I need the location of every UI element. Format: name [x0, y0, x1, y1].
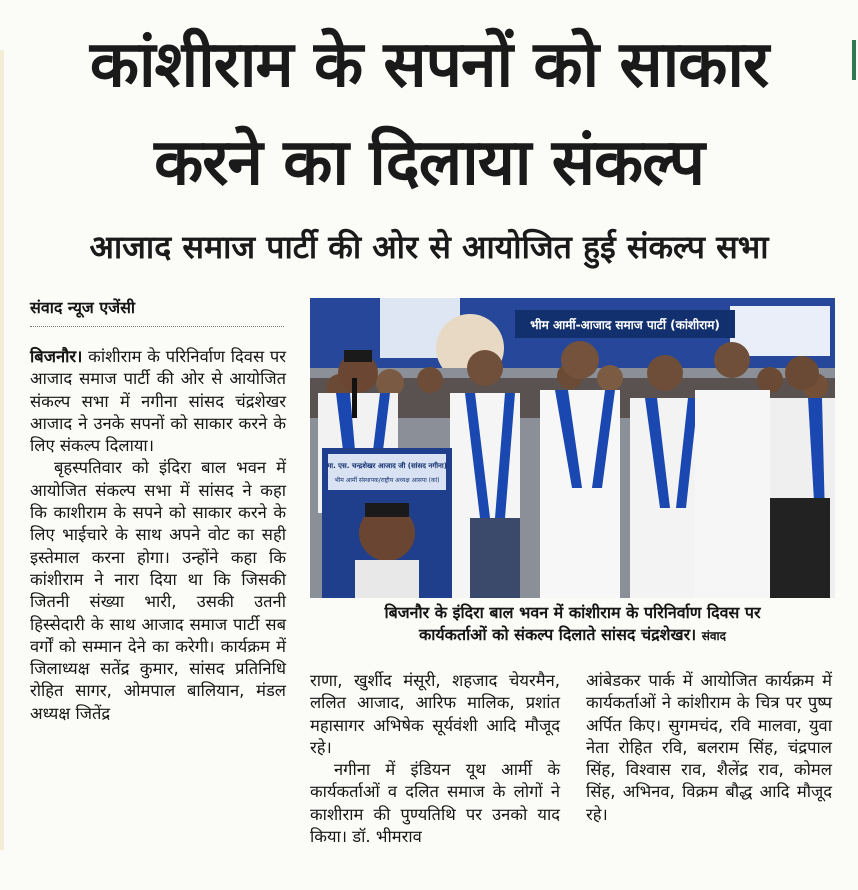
article-paragraph-5: आंबेडकर पार्क में आयोजित कार्यक्रम में कार्यकर्ताओं ने कांशीराम के चित्र पर पुष्प अर्पित किए। सुगमचंद, रवि मालवा, युवा नेता रोहित रवि, बलराम सिंह, चंद्रपाल सिंह, विश्वास राव, शैलेंद्र राव, कोमल सिंह, अभिनव, विक्रम बौद्ध आदि मौजूद रहे। [586, 671, 832, 824]
article-paragraph-4: नगीना में इंडियन यूथ आर्मी के कार्यकर्ताओं व दलित समाज के लोगों ने काशीराम की पुण्यतिथि पर उनको याद किया। डॉ. भीमराव [310, 760, 560, 847]
article-paragraph-1 [30, 346, 286, 457]
article-column-2 [310, 670, 560, 848]
caption-line-2-text: कार्यकर्ताओं को संकल्प दिलाते सांसद चंद्रशेखर। [418, 625, 697, 644]
article-column-1 [30, 346, 286, 725]
article-paragraph-2: बृहस्पतिवार को इंदिरा बाल भवन में आयोजित संकल्प सभा में सांसद ने कहा कि काशीराम के सपने को साकार करने के लिए भाईचारे के साथ अपने वोट का सही इस्तेमाल करना होगा। उन्होंने कहा कि कांशीराम ने नारा दिया था कि जिसकी जितनी संख्या भारी, उसकी उतनी हिस्सेदारी के साथ आजाद समाज पार्टी सब वर्गों को सम्मान देने का करेगी। कार्यक्रम में जिलाध्यक्ष सतेंद्र कुमार, सांसद प्रतिनिधि रोहित सागर, ओमपाल बालियान, मंडल अध्यक्ष जितेंद्र [30, 458, 286, 723]
podium-poster [322, 448, 452, 598]
byline-divider [30, 326, 284, 327]
news-photo [310, 298, 835, 598]
caption-line-2 [310, 624, 835, 647]
headline-line-2: करने का दिलाया संकल्प [154, 126, 704, 200]
banner-text: भीम आर्मी-आजाद समाज पार्टी (कांशीराम) [530, 318, 720, 332]
article-column-3 [586, 670, 832, 826]
subheadline: आजाद समाज पार्टी की ओर से आयोजित हुई संकल्प सभा [89, 228, 769, 266]
photo-caption [310, 602, 835, 647]
paragraph-1-text: कांशीराम के परिनिर्वाण दिवस पर आजाद समाज पार्टी की ओर से आयोजित संकल्प सभा में नगीना सांसद चंद्रशेखर आजाद ने उनके सपनों को साकार करने के लिए संकल्प दिलाया। [30, 347, 286, 456]
poster-line-1: मा. एस. चन्द्रशेखर आजाद जी (सांसद नगीना) [327, 462, 447, 470]
dateline: बिजनौर। [30, 347, 83, 366]
headline-line-1: कांशीराम के सपनों को साकार [89, 28, 769, 102]
caption-credit: संवाद [701, 629, 727, 643]
rally-photo-illustration [310, 298, 835, 598]
byline: संवाद न्यूज एजेंसी [30, 298, 136, 317]
poster-line-2: भीम आर्मी संस्थापक/राष्ट्रीय अध्यक्ष आसपा (कां) [334, 477, 440, 484]
caption-line-1: बिजनौर के इंदिरा बाल भवन में कांशीराम के परिनिर्वाण दिवस पर [384, 603, 761, 622]
article-paragraph-3: राणा, खुर्शीद मंसूरी, शहजाद चेयरमैन, ललित आजाद, आरिफ मालिक, प्रशांत महासागर अभिषेक सूर्यवंशी आदि मौजूद रहे। [310, 671, 560, 757]
